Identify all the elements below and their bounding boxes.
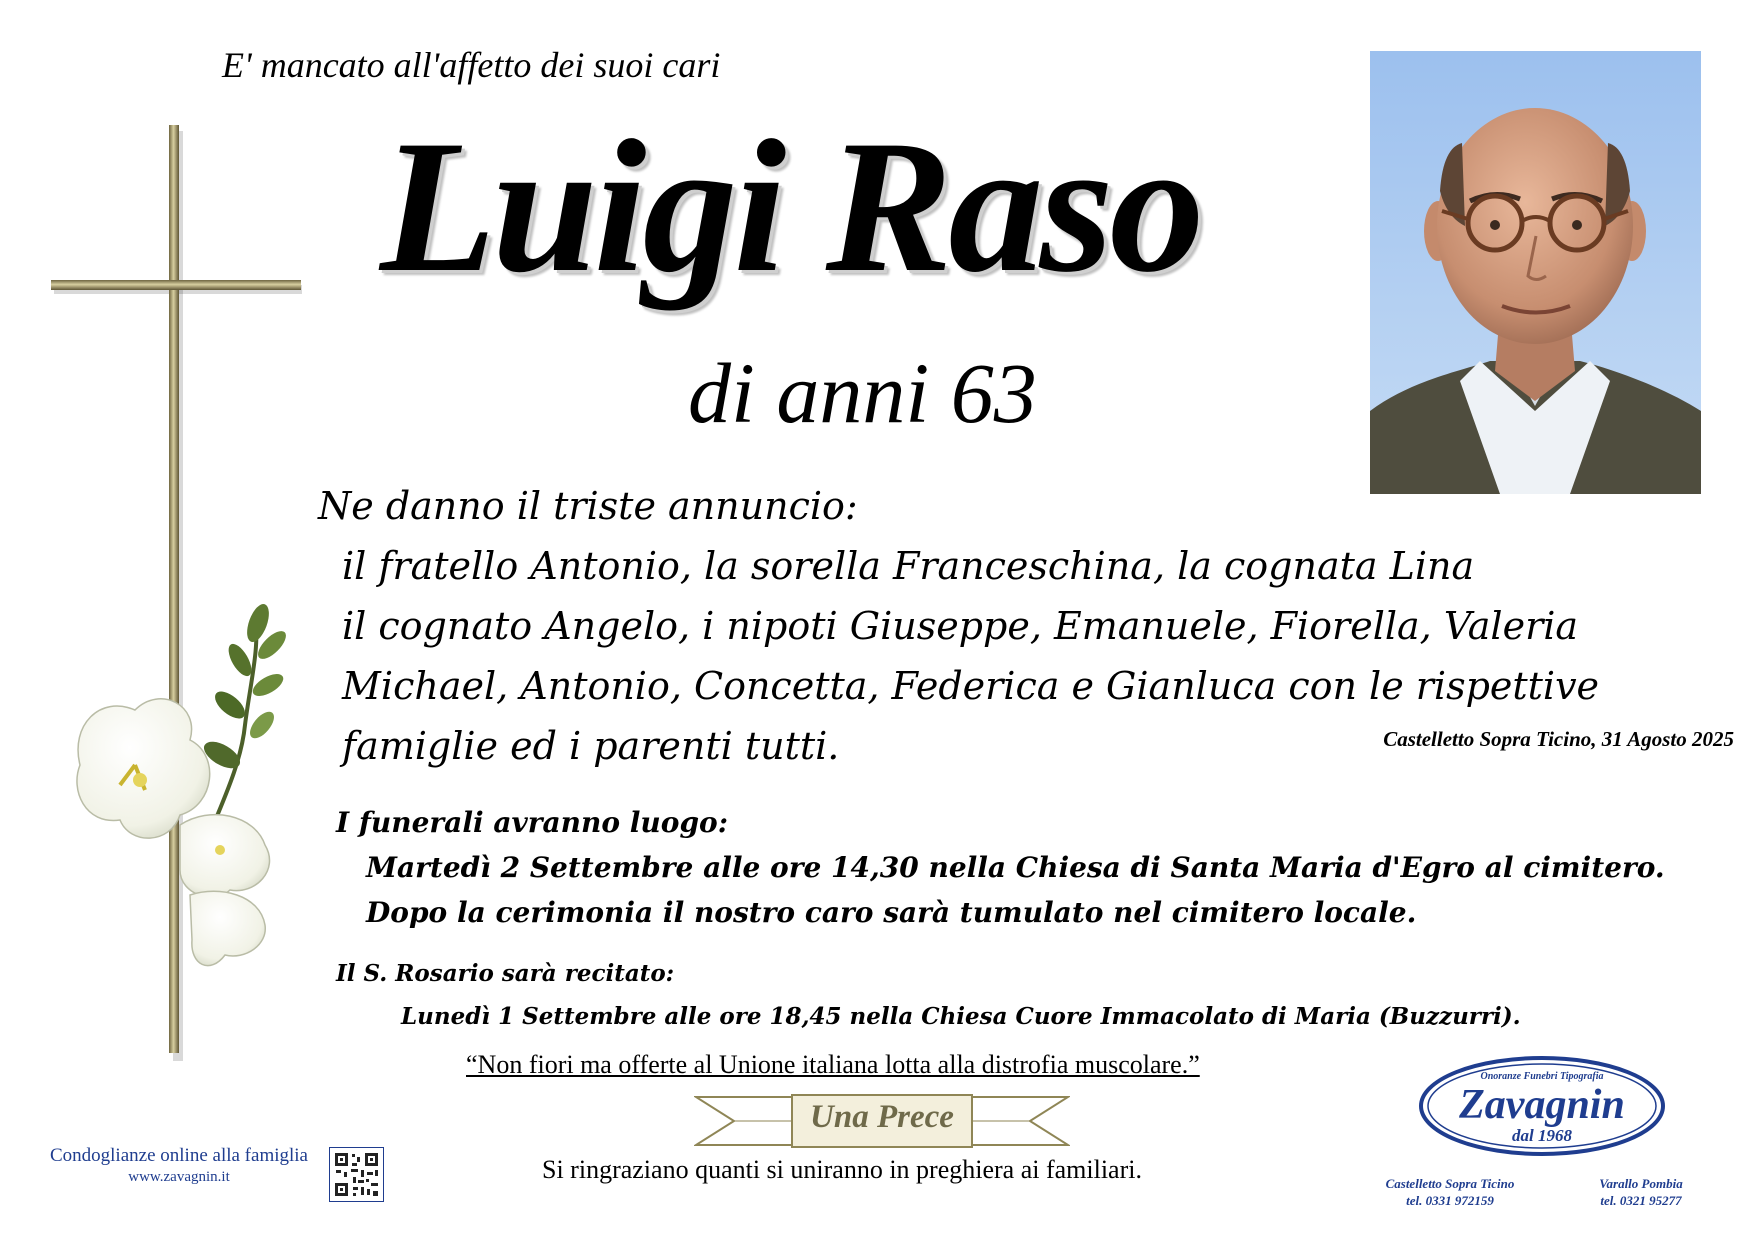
rosary-heading: Il S. Rosario sarà recitato: (336, 960, 675, 987)
announcement-line: famiglie ed i parenti tutti. (342, 724, 840, 768)
logo-name: Zavagnin (1459, 1082, 1625, 1128)
donation-note: “Non fiori ma offerte al Unione italiana lotta alla distrofia muscolare.” (466, 1050, 1200, 1079)
office-phone: tel. 0331 972159 (1406, 1193, 1494, 1208)
deceased-name: Luigi Raso (380, 102, 1201, 312)
condolences-label: Condoglianze online alla famiglia (49, 1145, 308, 1166)
office-city: Castelletto Sopra Ticino (1385, 1176, 1515, 1191)
prece-label: Una Prece (810, 1099, 954, 1135)
cross-with-flowers-icon (40, 125, 330, 1065)
office-phone: tel. 0321 95277 (1600, 1193, 1682, 1208)
logo-top: Onoranze Funebri Tipografia (1480, 1071, 1604, 1082)
announcement-line: il fratello Antonio, la sorella Franceschina, la cognata Lina (342, 544, 1475, 588)
thanks-text: Si ringraziano quanti si uniranno in preghiera ai familiari. (542, 1155, 1142, 1184)
condolences-link[interactable]: www.zavagnin.it (128, 1169, 230, 1185)
funeral-line: Martedì 2 Settembre alle ore 14,30 nella Chiesa di Santa Maria d'Egro al cimitero. (366, 851, 1665, 884)
qr-code-icon[interactable] (329, 1147, 384, 1202)
zavagnin-logo-icon (1418, 1055, 1666, 1157)
office-varallo (1578, 1175, 1704, 1209)
portrait-photo (1370, 51, 1701, 494)
announcement-line: il cognato Angelo, i nipoti Giuseppe, Emanuele, Fiorella, Valeria (342, 604, 1579, 648)
rosary-line: Lunedì 1 Settembre alle ore 18,45 nella Chiesa Cuore Immacolato di Maria (Buzzurri). (401, 1003, 1521, 1030)
announcement-heading: Ne danno il triste annuncio: (318, 484, 858, 528)
funeral-line: Dopo la cerimonia il nostro caro sarà tumulato nel cimitero locale. (366, 896, 1417, 929)
age-text: di anni 63 (688, 345, 1037, 441)
office-castelletto (1370, 1175, 1530, 1209)
office-city: Varallo Pombia (1599, 1176, 1683, 1191)
funeral-block (336, 800, 1665, 935)
intro-text: E' mancato all'affetto dei suoi cari (222, 45, 721, 85)
prece-ribbon (694, 1093, 1070, 1149)
funeral-heading: I funerali avranno luogo: (336, 806, 729, 839)
place-date: Castelletto Sopra Ticino, 31 Agosto 2025 (1383, 727, 1734, 751)
condolences-block (34, 1145, 324, 1186)
announcement-line: Michael, Antonio, Concetta, Federica e Gianluca con le rispettive (342, 664, 1600, 708)
logo-since: dal 1968 (1512, 1126, 1572, 1145)
rosary-block (336, 952, 1521, 1038)
